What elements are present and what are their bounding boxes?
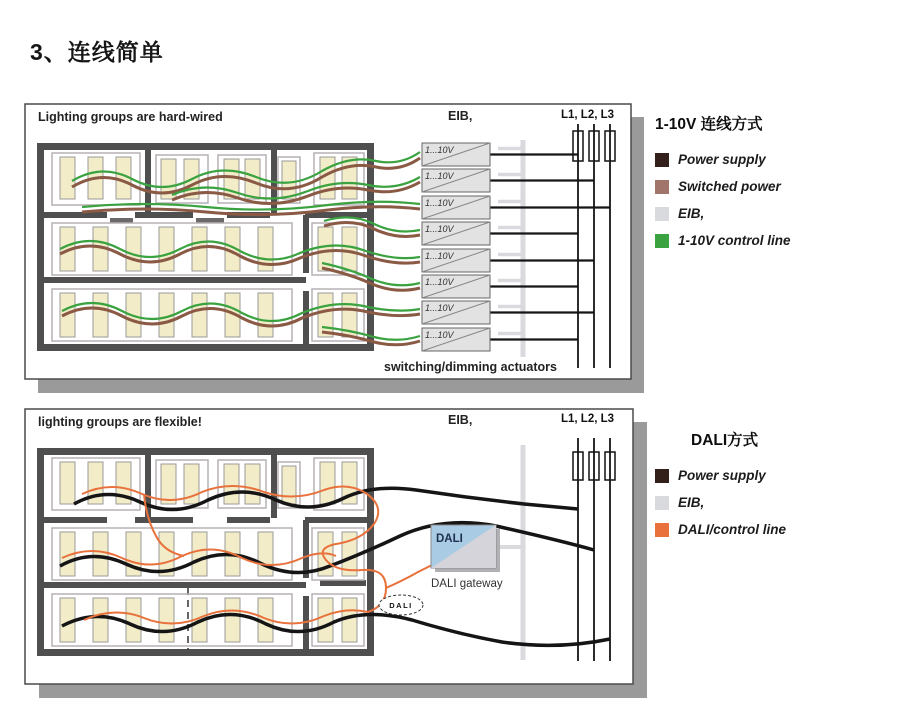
actuator-box xyxy=(422,222,490,245)
switched-power-swatch-icon xyxy=(655,180,669,194)
legend-1-10v xyxy=(655,112,900,260)
gateway-box-label: DALI xyxy=(436,533,463,545)
legend-item-switched-power xyxy=(655,179,900,194)
svg-text:1...10V: 1...10V xyxy=(425,303,454,313)
dali-logo xyxy=(379,595,423,615)
eib-label: EIB, xyxy=(448,413,473,427)
legend-label: Power supply xyxy=(678,152,766,167)
page-title: 3、连线简单 xyxy=(30,39,164,65)
hardwired-caption: Lighting groups are hard-wired xyxy=(38,110,223,124)
phases-label: L1, L2, L3 xyxy=(561,109,615,121)
legend-item-eib xyxy=(655,495,900,510)
legend-dali-title: DALI方式 xyxy=(691,432,759,449)
legend-item-power-supply xyxy=(655,152,900,167)
svg-text:1...10V: 1...10V xyxy=(425,224,454,234)
svg-text:1...10V: 1...10V xyxy=(425,171,454,181)
legend-item-power-supply xyxy=(655,468,900,483)
legend-label: DALI/control line xyxy=(678,522,786,537)
legend-1-10v-title: 1-10V 连线方式 xyxy=(655,116,763,133)
actuator-box xyxy=(422,275,490,298)
actuator-box xyxy=(422,301,490,324)
svg-text:1...10V: 1...10V xyxy=(425,277,454,287)
actuator-box xyxy=(422,328,490,351)
actuator-box xyxy=(422,169,490,192)
legend-label: Switched power xyxy=(678,179,781,194)
eib-label: EIB, xyxy=(448,109,473,123)
actuator-box xyxy=(422,249,490,272)
legend-label: 1-10V control line xyxy=(678,233,791,248)
actuators-caption: switching/dimming actuators xyxy=(384,360,557,374)
phases-label: L1, L2, L3 xyxy=(561,413,615,425)
flexible-caption: lighting groups are flexible! xyxy=(38,415,202,429)
svg-text:1...10V: 1...10V xyxy=(425,251,454,261)
legend-item-dali-control-line xyxy=(655,522,900,537)
legend-item-control-line xyxy=(655,233,900,248)
svg-text:1...10V: 1...10V xyxy=(425,145,454,155)
hardwired-diagram-panel xyxy=(24,103,648,397)
dali-logo-label: DALI xyxy=(389,601,413,610)
legend-label: EIB, xyxy=(678,495,705,510)
svg-text:1...10V: 1...10V xyxy=(425,198,454,208)
control-line-swatch-icon xyxy=(655,234,669,248)
actuator-box xyxy=(422,143,490,166)
legend-label: EIB, xyxy=(678,206,705,221)
eib-swatch-icon xyxy=(655,496,669,510)
legend-label: Power supply xyxy=(678,468,766,483)
legend-dali xyxy=(655,428,900,549)
dali-diagram-panel xyxy=(24,408,652,704)
power-supply-swatch-icon xyxy=(655,469,669,483)
legend-item-eib xyxy=(655,206,900,221)
eib-swatch-icon xyxy=(655,207,669,221)
actuator-box xyxy=(422,196,490,219)
gateway-caption: DALI gateway xyxy=(431,578,503,590)
svg-text:1...10V: 1...10V xyxy=(425,330,454,340)
power-supply-swatch-icon xyxy=(655,153,669,167)
dali-gateway xyxy=(431,525,503,590)
dali-control-swatch-icon xyxy=(655,523,669,537)
